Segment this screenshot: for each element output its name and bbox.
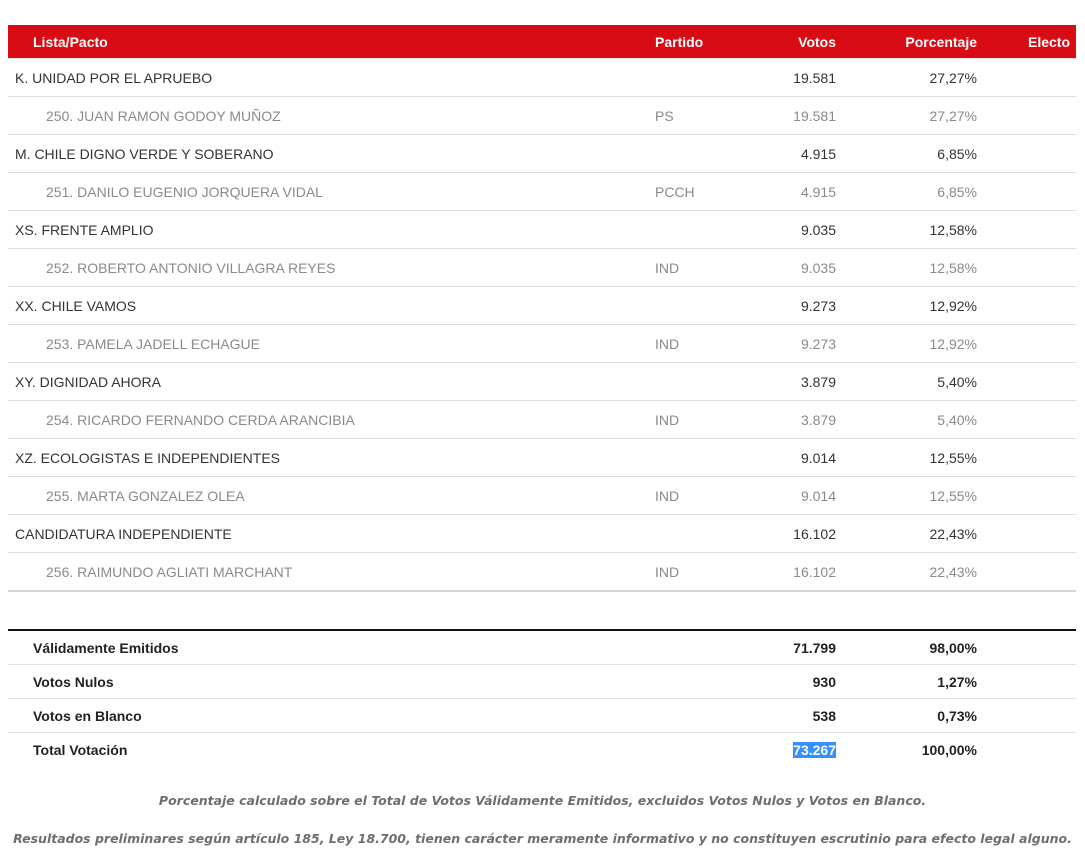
pacto-row — [8, 439, 1076, 477]
percentage-cell: 12,55% — [836, 477, 977, 515]
candidate-row — [8, 477, 1076, 515]
votes-cell: 3.879 — [728, 363, 836, 401]
summary-spacer — [648, 733, 728, 767]
party-cell — [648, 287, 728, 325]
pacto-name: XY. DIGNIDAD AHORA — [8, 363, 648, 401]
summary-votes-value: 71.799 — [793, 639, 836, 656]
pacto-name: XX. CHILE VAMOS — [8, 287, 648, 325]
summary-percentage: 98,00% — [836, 630, 977, 665]
party-cell: IND — [648, 249, 728, 287]
pacto-row — [8, 363, 1076, 401]
electo-cell — [977, 249, 1076, 287]
results-table — [8, 25, 1076, 592]
electo-cell — [977, 59, 1076, 97]
summary-label: Total Votación — [33, 741, 128, 758]
pacto-name: M. CHILE DIGNO VERDE Y SOBERANO — [8, 135, 648, 173]
electo-cell — [977, 363, 1076, 401]
votes-cell: 19.581 — [728, 97, 836, 135]
party-cell — [648, 515, 728, 553]
summary-spacer — [648, 665, 728, 699]
party-cell: IND — [648, 325, 728, 363]
electo-cell — [977, 325, 1076, 363]
votes-cell: 19.581 — [728, 59, 836, 97]
header-votos: Votos — [728, 25, 836, 59]
electo-cell — [977, 135, 1076, 173]
candidate-row — [8, 401, 1076, 439]
electo-cell — [977, 439, 1076, 477]
summary-spacer — [648, 699, 728, 733]
electo-cell — [977, 287, 1076, 325]
electo-cell — [977, 515, 1076, 553]
summary-electo-spacer — [977, 733, 1076, 767]
summary-label: Votos Nulos — [8, 665, 648, 699]
summary-votes-value: 538 — [812, 707, 836, 724]
summary-spacer — [648, 630, 728, 665]
percentage-cell: 6,85% — [836, 173, 977, 211]
summary-row — [8, 699, 1076, 733]
percentage-cell: 12,55% — [836, 439, 977, 477]
electo-cell — [977, 211, 1076, 249]
percentage-note: Porcentaje calculado sobre el Total de Votos Válidamente Emitidos, excluidos Votos Nulos y Votos en Blanco. — [158, 793, 927, 808]
party-cell — [648, 439, 728, 477]
summary-votes-value: 930 — [812, 673, 836, 690]
selected-total-votes: 73.267 — [793, 741, 836, 758]
electo-cell — [977, 477, 1076, 515]
summary-row — [8, 630, 1076, 665]
candidate-name: 254. RICARDO FERNANDO CERDA ARANCIBIA — [8, 401, 648, 439]
percentage-cell: 27,27% — [836, 59, 977, 97]
candidate-row — [8, 97, 1076, 135]
party-cell — [648, 363, 728, 401]
summary-votes — [728, 733, 836, 767]
pacto-name: XS. FRENTE AMPLIO — [8, 211, 648, 249]
electo-cell — [977, 553, 1076, 592]
votes-cell: 9.273 — [728, 287, 836, 325]
header-partido: Partido — [648, 25, 728, 59]
summary-electo-spacer — [977, 665, 1076, 699]
summary-table — [8, 629, 1076, 766]
summary-percentage: 100,00% — [921, 741, 977, 758]
summary-percentage: 1,27% — [836, 665, 977, 699]
percentage-cell: 22,43% — [836, 553, 977, 592]
summary-row — [8, 665, 1076, 699]
votes-cell: 9.014 — [728, 439, 836, 477]
candidate-name: 253. PAMELA JADELL ECHAGUE — [8, 325, 648, 363]
party-cell: IND — [648, 553, 728, 592]
percentage-cell: 27,27% — [836, 97, 977, 135]
candidate-name: 252. ROBERTO ANTONIO VILLAGRA REYES — [8, 249, 648, 287]
candidate-row — [8, 173, 1076, 211]
percentage-cell: 12,58% — [836, 211, 977, 249]
summary-row — [8, 733, 1076, 767]
votes-cell: 9.035 — [728, 211, 836, 249]
candidate-name: 251. DANILO EUGENIO JORQUERA VIDAL — [8, 173, 648, 211]
party-cell: IND — [648, 401, 728, 439]
votes-cell: 16.102 — [728, 515, 836, 553]
summary-electo-spacer — [977, 699, 1076, 733]
pacto-name: XZ. ECOLOGISTAS E INDEPENDIENTES — [8, 439, 648, 477]
results-table-header — [8, 25, 1076, 59]
summary-votes — [728, 630, 836, 665]
summary-table-body — [8, 630, 1076, 766]
votes-cell: 16.102 — [728, 553, 836, 592]
header-electo: Electo — [977, 25, 1076, 59]
electo-cell — [977, 97, 1076, 135]
header-porcentaje: Porcentaje — [836, 25, 977, 59]
results-table-body — [8, 59, 1076, 592]
pacto-row — [8, 211, 1076, 249]
pacto-row — [8, 287, 1076, 325]
party-cell — [648, 135, 728, 173]
summary-percentage: 0,73% — [836, 699, 977, 733]
candidate-name: 256. RAIMUNDO AGLIATI MARCHANT — [8, 553, 648, 592]
votes-cell: 9.035 — [728, 249, 836, 287]
percentage-cell: 12,58% — [836, 249, 977, 287]
party-cell: PS — [648, 97, 728, 135]
header-lista-pacto: Lista/Pacto — [8, 25, 648, 59]
candidate-row — [8, 249, 1076, 287]
votes-cell: 3.879 — [728, 401, 836, 439]
votes-cell: 4.915 — [728, 135, 836, 173]
summary-electo-spacer — [977, 630, 1076, 665]
percentage-cell: 12,92% — [836, 325, 977, 363]
electo-cell — [977, 401, 1076, 439]
votes-cell: 9.014 — [728, 477, 836, 515]
percentage-cell: 5,40% — [836, 363, 977, 401]
pacto-name: CANDIDATURA INDEPENDIENTE — [8, 515, 648, 553]
summary-votes — [728, 699, 836, 733]
electo-cell — [977, 173, 1076, 211]
pacto-row — [8, 135, 1076, 173]
candidate-row — [8, 325, 1076, 363]
summary-votes — [728, 665, 836, 699]
summary-label: Válidamente Emitidos — [8, 630, 648, 665]
legal-note: Resultados preliminares según artículo 185, Ley 18.700, tienen carácter meramente informativo y no constituyen escrutinio para efecto legal alguno. — [13, 831, 1072, 846]
percentage-cell: 12,92% — [836, 287, 977, 325]
candidate-name: 250. JUAN RAMON GODOY MUÑOZ — [8, 97, 648, 135]
party-cell: PCCH — [648, 173, 728, 211]
party-cell — [648, 59, 728, 97]
percentage-cell: 5,40% — [836, 401, 977, 439]
votes-cell: 9.273 — [728, 325, 836, 363]
percentage-cell: 22,43% — [836, 515, 977, 553]
candidate-row — [8, 553, 1076, 592]
party-cell — [648, 211, 728, 249]
pacto-name: K. UNIDAD POR EL APRUEBO — [8, 59, 648, 97]
pacto-row — [8, 59, 1076, 97]
votes-cell: 4.915 — [728, 173, 836, 211]
candidate-name: 255. MARTA GONZALEZ OLEA — [8, 477, 648, 515]
summary-label: Votos en Blanco — [8, 699, 648, 733]
party-cell: IND — [648, 477, 728, 515]
percentage-cell: 6,85% — [836, 135, 977, 173]
pacto-row — [8, 515, 1076, 553]
